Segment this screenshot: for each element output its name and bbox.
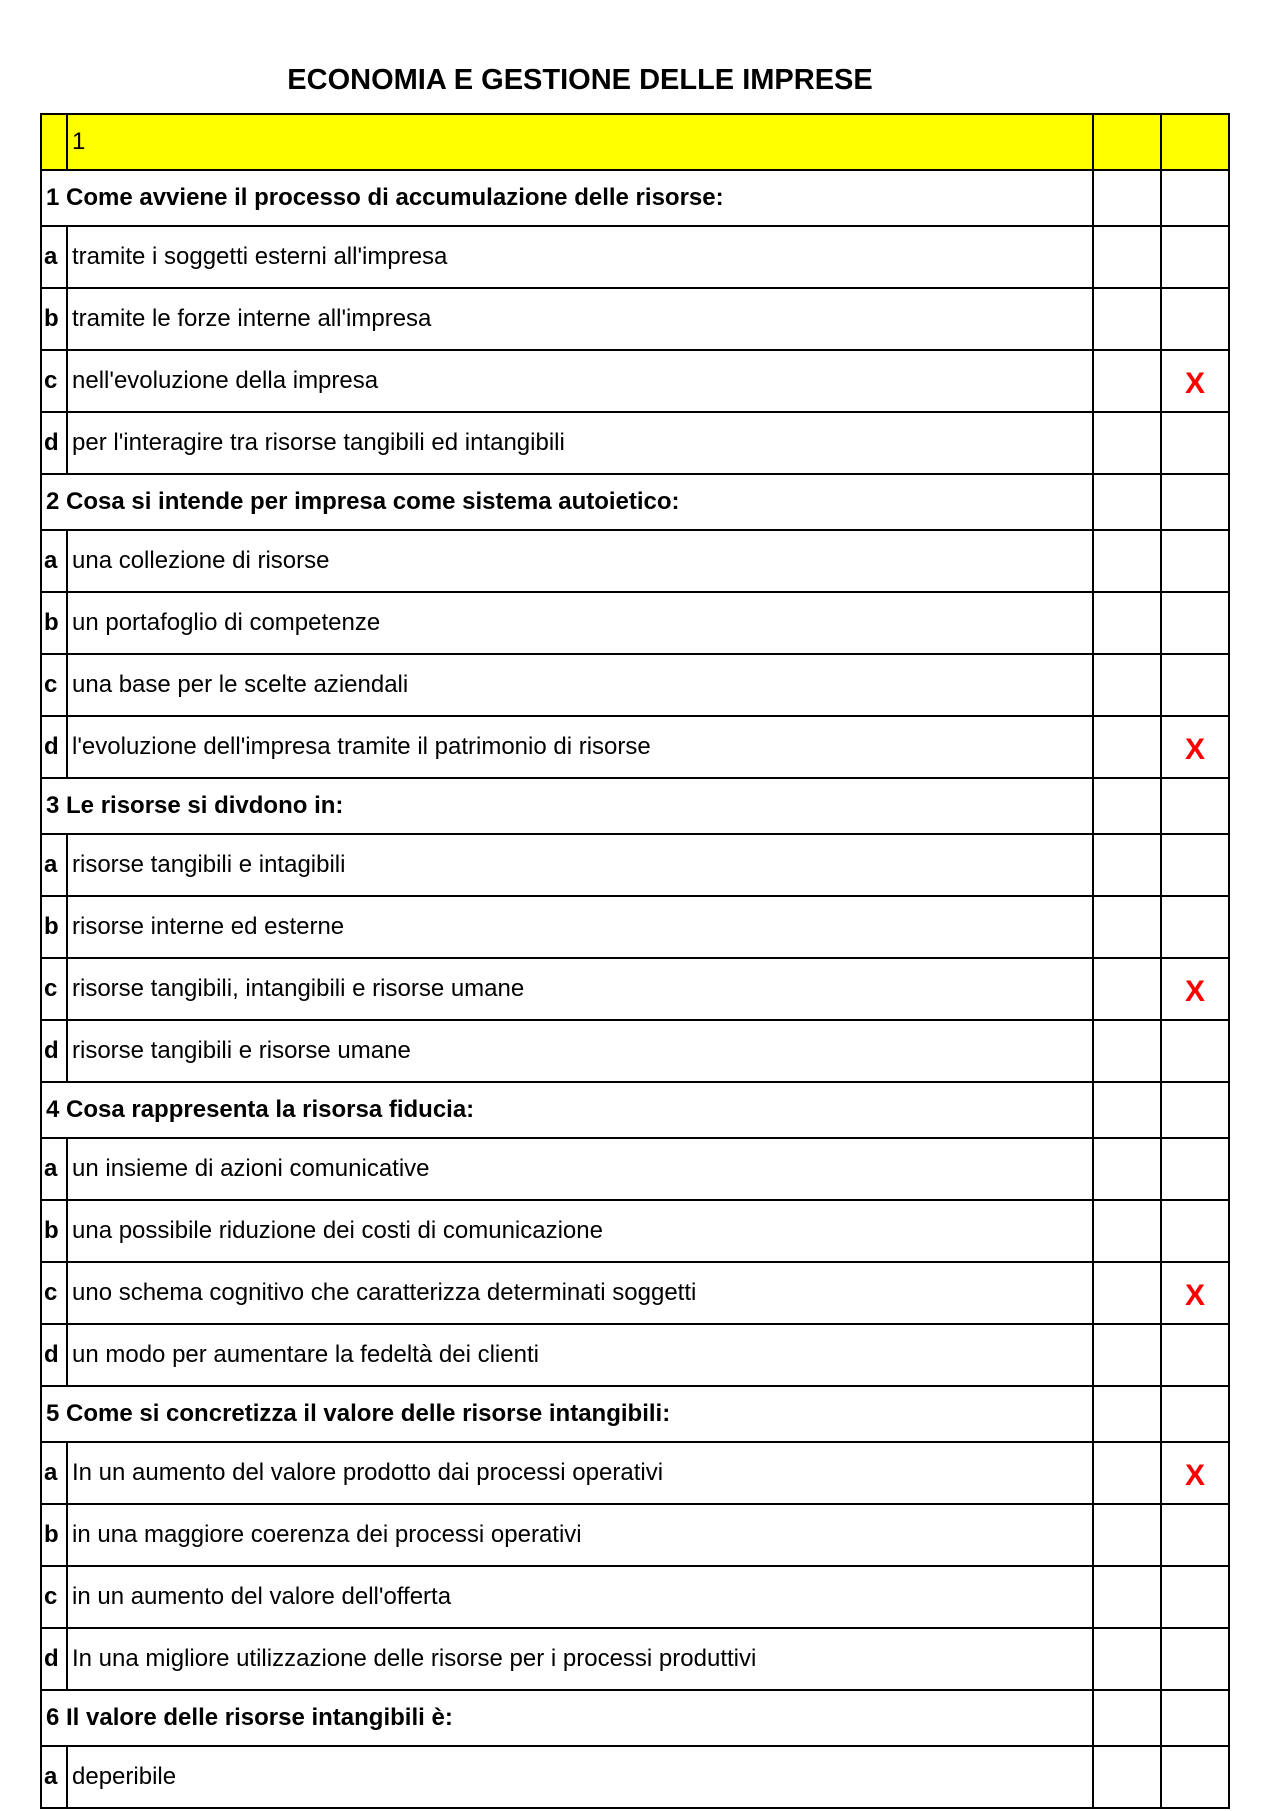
answer-letter: c bbox=[41, 654, 67, 716]
quiz-table bbox=[40, 113, 1230, 1809]
correct-mark bbox=[1161, 834, 1229, 896]
correct-mark bbox=[1161, 1504, 1229, 1566]
question-text: 3 Le risorse si divdono in: bbox=[41, 778, 1093, 834]
answer-row bbox=[41, 412, 1229, 474]
answer-row bbox=[41, 834, 1229, 896]
answer-letter: d bbox=[41, 1628, 67, 1690]
answer-cell bbox=[1161, 170, 1229, 226]
answer-cell bbox=[1161, 1386, 1229, 1442]
answer-letter: d bbox=[41, 716, 67, 778]
answer-row bbox=[41, 1138, 1229, 1200]
answer-row bbox=[41, 288, 1229, 350]
answer-letter: b bbox=[41, 288, 67, 350]
answer-row bbox=[41, 958, 1229, 1020]
question-row bbox=[41, 474, 1229, 530]
answer-text: In un aumento del valore prodotto dai processi operativi bbox=[67, 1442, 1093, 1504]
answer-row bbox=[41, 1746, 1229, 1808]
answer-row bbox=[41, 1200, 1229, 1262]
correct-mark bbox=[1161, 1746, 1229, 1808]
header-cell-empty bbox=[1093, 114, 1161, 170]
correct-mark: X bbox=[1161, 958, 1229, 1020]
answer-cell bbox=[1093, 226, 1161, 288]
answer-text: deperibile bbox=[67, 1746, 1093, 1808]
answer-row bbox=[41, 1262, 1229, 1324]
correct-mark bbox=[1161, 530, 1229, 592]
correct-mark bbox=[1161, 896, 1229, 958]
correct-mark bbox=[1161, 592, 1229, 654]
answer-text: per l'interagire tra risorse tangibili ed intangibili bbox=[67, 412, 1093, 474]
answer-text: uno schema cognitivo che caratterizza determinati soggetti bbox=[67, 1262, 1093, 1324]
answer-text: risorse interne ed esterne bbox=[67, 896, 1093, 958]
answer-row bbox=[41, 530, 1229, 592]
question-row bbox=[41, 1690, 1229, 1746]
answer-text: un portafoglio di competenze bbox=[67, 592, 1093, 654]
answer-text: In una migliore utilizzazione delle risorse per i processi produttivi bbox=[67, 1628, 1093, 1690]
answer-letter: d bbox=[41, 412, 67, 474]
answer-letter: c bbox=[41, 958, 67, 1020]
question-text: 6 Il valore delle risorse intangibili è: bbox=[41, 1690, 1093, 1746]
answer-row bbox=[41, 654, 1229, 716]
question-row bbox=[41, 778, 1229, 834]
answer-cell bbox=[1093, 1386, 1161, 1442]
answer-letter: d bbox=[41, 1324, 67, 1386]
answer-cell bbox=[1093, 958, 1161, 1020]
answer-cell bbox=[1093, 654, 1161, 716]
answer-cell bbox=[1093, 1566, 1161, 1628]
correct-mark: X bbox=[1161, 1442, 1229, 1504]
correct-mark bbox=[1161, 654, 1229, 716]
answer-text: risorse tangibili e risorse umane bbox=[67, 1020, 1093, 1082]
answer-row bbox=[41, 1628, 1229, 1690]
page-title: ECONOMIA E GESTIONE DELLE IMPRESE bbox=[287, 64, 873, 96]
answer-cell bbox=[1093, 1504, 1161, 1566]
answer-text: un modo per aumentare la fedeltà dei clienti bbox=[67, 1324, 1093, 1386]
answer-row bbox=[41, 896, 1229, 958]
answer-row bbox=[41, 1442, 1229, 1504]
answer-letter: a bbox=[41, 530, 67, 592]
correct-mark bbox=[1161, 288, 1229, 350]
answer-text: risorse tangibili e intagibili bbox=[67, 834, 1093, 896]
correct-mark bbox=[1161, 1566, 1229, 1628]
answer-letter: a bbox=[41, 1746, 67, 1808]
answer-cell bbox=[1093, 716, 1161, 778]
correct-mark bbox=[1161, 1020, 1229, 1082]
correct-mark: X bbox=[1161, 716, 1229, 778]
answer-row bbox=[41, 1324, 1229, 1386]
answer-row bbox=[41, 592, 1229, 654]
answer-cell bbox=[1093, 896, 1161, 958]
question-text: 5 Come si concretizza il valore delle risorse intangibili: bbox=[41, 1386, 1093, 1442]
answer-text: un insieme di azioni comunicative bbox=[67, 1138, 1093, 1200]
correct-mark bbox=[1161, 1628, 1229, 1690]
answer-letter: b bbox=[41, 896, 67, 958]
answer-cell bbox=[1093, 1628, 1161, 1690]
answer-cell bbox=[1093, 350, 1161, 412]
answer-cell bbox=[1093, 474, 1161, 530]
question-text: 4 Cosa rappresenta la risorsa fiducia: bbox=[41, 1082, 1093, 1138]
question-row bbox=[41, 1082, 1229, 1138]
answer-letter: a bbox=[41, 226, 67, 288]
answer-cell bbox=[1161, 778, 1229, 834]
correct-mark bbox=[1161, 226, 1229, 288]
answer-text: tramite le forze interne all'impresa bbox=[67, 288, 1093, 350]
answer-letter: c bbox=[41, 1566, 67, 1628]
answer-text: una possibile riduzione dei costi di comunicazione bbox=[67, 1200, 1093, 1262]
answer-row bbox=[41, 716, 1229, 778]
answer-cell bbox=[1093, 1442, 1161, 1504]
answer-letter: d bbox=[41, 1020, 67, 1082]
correct-mark bbox=[1161, 412, 1229, 474]
answer-letter: c bbox=[41, 1262, 67, 1324]
answer-row bbox=[41, 350, 1229, 412]
answer-text: una base per le scelte aziendali bbox=[67, 654, 1093, 716]
answer-text: tramite i soggetti esterni all'impresa bbox=[67, 226, 1093, 288]
answer-text: in un aumento del valore dell'offerta bbox=[67, 1566, 1093, 1628]
answer-cell bbox=[1093, 1746, 1161, 1808]
answer-cell bbox=[1093, 1262, 1161, 1324]
header-number: 1 bbox=[67, 114, 1093, 170]
answer-letter: a bbox=[41, 1138, 67, 1200]
answer-letter: a bbox=[41, 1442, 67, 1504]
question-text: 2 Cosa si intende per impresa come sistema autoietico: bbox=[41, 474, 1093, 530]
answer-text: l'evoluzione dell'impresa tramite il patrimonio di risorse bbox=[67, 716, 1093, 778]
correct-mark bbox=[1161, 1138, 1229, 1200]
correct-mark bbox=[1161, 1200, 1229, 1262]
answer-cell bbox=[1161, 474, 1229, 530]
answer-text: in una maggiore coerenza dei processi operativi bbox=[67, 1504, 1093, 1566]
header-row bbox=[41, 114, 1229, 170]
answer-letter: b bbox=[41, 592, 67, 654]
answer-letter: c bbox=[41, 350, 67, 412]
answer-row bbox=[41, 1504, 1229, 1566]
answer-text: risorse tangibili, intangibili e risorse umane bbox=[67, 958, 1093, 1020]
answer-letter: a bbox=[41, 834, 67, 896]
answer-letter: b bbox=[41, 1200, 67, 1262]
question-text: 1 Come avviene il processo di accumulazione delle risorse: bbox=[41, 170, 1093, 226]
header-cell-empty bbox=[1161, 114, 1229, 170]
answer-cell bbox=[1093, 1138, 1161, 1200]
answer-cell bbox=[1093, 288, 1161, 350]
answer-cell bbox=[1161, 1690, 1229, 1746]
answer-cell bbox=[1093, 530, 1161, 592]
answer-cell bbox=[1093, 1020, 1161, 1082]
answer-cell bbox=[1093, 412, 1161, 474]
header-cell-empty bbox=[41, 114, 67, 170]
answer-cell bbox=[1093, 1324, 1161, 1386]
answer-row bbox=[41, 1566, 1229, 1628]
answer-cell bbox=[1093, 778, 1161, 834]
correct-mark: X bbox=[1161, 1262, 1229, 1324]
answer-cell bbox=[1093, 1690, 1161, 1746]
question-row bbox=[41, 1386, 1229, 1442]
correct-mark: X bbox=[1161, 350, 1229, 412]
answer-letter: b bbox=[41, 1504, 67, 1566]
answer-cell bbox=[1093, 834, 1161, 896]
answer-cell bbox=[1093, 170, 1161, 226]
answer-row bbox=[41, 1020, 1229, 1082]
question-row bbox=[41, 170, 1229, 226]
answer-cell bbox=[1093, 1200, 1161, 1262]
answer-cell bbox=[1093, 1082, 1161, 1138]
correct-mark bbox=[1161, 1324, 1229, 1386]
answer-text: una collezione di risorse bbox=[67, 530, 1093, 592]
answer-cell bbox=[1161, 1082, 1229, 1138]
answer-text: nell'evoluzione della impresa bbox=[67, 350, 1093, 412]
answer-row bbox=[41, 226, 1229, 288]
answer-cell bbox=[1093, 592, 1161, 654]
